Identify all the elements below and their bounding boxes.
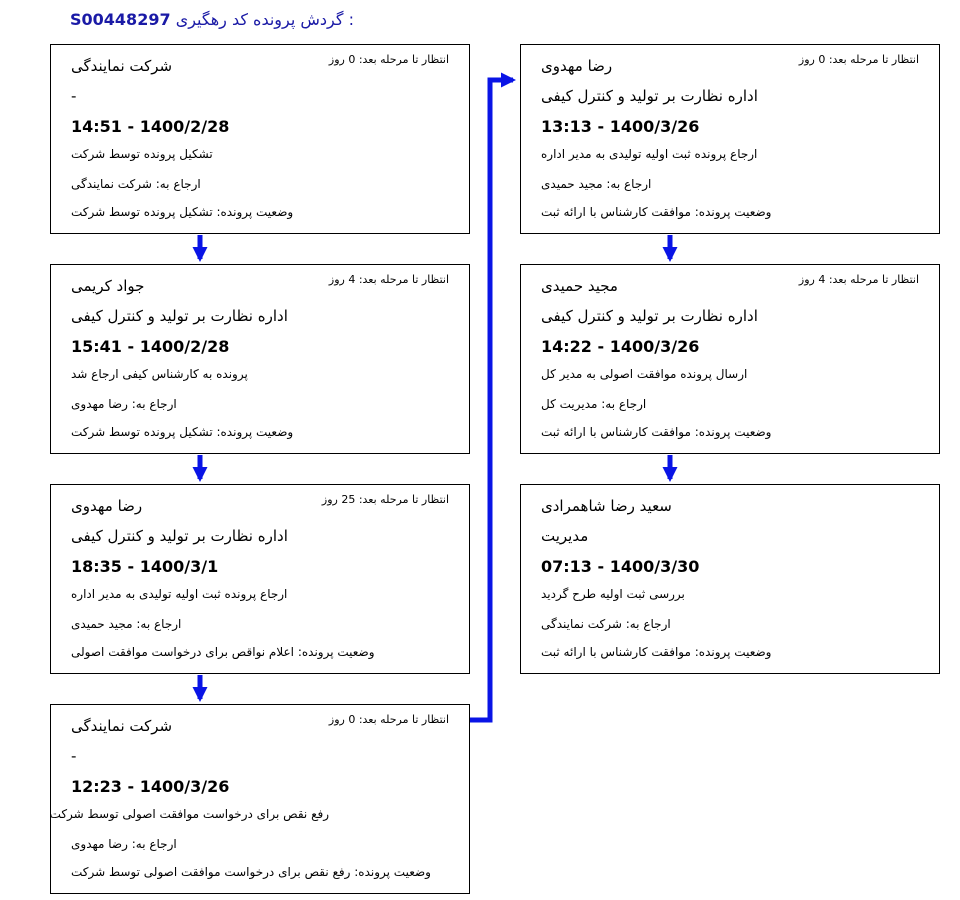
step-card-7: [520, 484, 940, 674]
step-card-2: [50, 264, 470, 454]
step-description: بررسی ثبت اولیه طرح گردید: [541, 587, 685, 601]
step-datetime: 14:22 - 1400/3/26: [541, 337, 700, 356]
wait-time: انتظار تا مرحله بعد: 25 روز: [321, 493, 449, 506]
wait-time: انتظار تا مرحله بعد: 4 روز: [798, 273, 919, 286]
wait-time: انتظار تا مرحله بعد: 0 روز: [328, 713, 449, 726]
step-referral: ارجاع به: شرکت نمایندگی: [71, 177, 201, 191]
title-label: گردش پرونده کد رهگیری :: [175, 10, 354, 29]
step-description: تشکیل پرونده توسط شرکت: [71, 147, 213, 161]
wait-time: انتظار تا مرحله بعد: 0 روز: [328, 53, 449, 66]
actor-org: اداره نظارت بر تولید و کنترل کیفی: [71, 527, 288, 545]
step-status: وضعیت پرونده: موافقت کارشناس با ارائه ثبت: [541, 425, 772, 439]
tracking-code: S00448297: [70, 10, 171, 29]
step-datetime: 18:35 - 1400/3/1: [71, 557, 219, 576]
step-referral: ارجاع به: مجید حمیدی: [71, 617, 182, 631]
step-card-6: [520, 264, 940, 454]
actor-name: سعید رضا شاهمرادی: [541, 497, 672, 515]
step-description: پرونده به کارشناس کیفی ارجاع شد: [71, 367, 248, 381]
actor-org: اداره نظارت بر تولید و کنترل کیفی: [541, 87, 758, 105]
actor-org: اداره نظارت بر تولید و کنترل کیفی: [71, 307, 288, 325]
actor-name: رضا مهدوی: [541, 57, 613, 75]
step-card-5: [520, 44, 940, 234]
wait-time: انتظار تا مرحله بعد: 4 روز: [328, 273, 449, 286]
step-datetime: 07:13 - 1400/3/30: [541, 557, 700, 576]
step-status: وضعیت پرونده: رفع نقص برای درخواست موافقت اصولی توسط شرکت: [71, 865, 431, 879]
step-card-1: [50, 44, 470, 234]
step-referral: ارجاع به: مجید حمیدی: [541, 177, 652, 191]
actor-name: رضا مهدوی: [71, 497, 143, 515]
step-status: وضعیت پرونده: موافقت کارشناس با ارائه ثبت: [541, 205, 772, 219]
step-card-4: [50, 704, 470, 894]
actor-org: مدیریت: [541, 527, 589, 545]
step-referral: ارجاع به: رضا مهدوی: [71, 837, 177, 851]
step-card-3: [50, 484, 470, 674]
actor-org: -: [71, 87, 77, 105]
arrow-4-5: [470, 80, 513, 720]
step-datetime: 12:23 - 1400/3/26: [71, 777, 230, 796]
step-status: وضعیت پرونده: تشکیل پرونده توسط شرکت: [71, 205, 294, 219]
step-description: ارسال پرونده موافقت اصولی به مدیر کل: [541, 367, 748, 381]
actor-name: جواد کریمی: [71, 277, 145, 295]
actor-name: شرکت نمایندگی: [71, 57, 173, 75]
actor-name: مجید حمیدی: [541, 277, 618, 295]
step-description: رفع نقص برای درخواست موافقت اصولی توسط شرکت: [49, 807, 329, 821]
step-datetime: 14:51 - 1400/2/28: [71, 117, 230, 136]
step-description: ارجاع پرونده ثبت اولیه تولیدی به مدیر اداره: [541, 147, 758, 161]
step-description: ارجاع پرونده ثبت اولیه تولیدی به مدیر اداره: [71, 587, 288, 601]
step-status: وضعیت پرونده: اعلام نواقص برای درخواست موافقت اصولی: [71, 645, 375, 659]
wait-time: انتظار تا مرحله بعد: 0 روز: [798, 53, 919, 66]
step-datetime: 13:13 - 1400/3/26: [541, 117, 700, 136]
step-datetime: 15:41 - 1400/2/28: [71, 337, 230, 356]
step-referral: ارجاع به: رضا مهدوی: [71, 397, 177, 411]
step-referral: ارجاع به: مدیریت کل: [541, 397, 647, 411]
actor-name: شرکت نمایندگی: [71, 717, 173, 735]
actor-org: اداره نظارت بر تولید و کنترل کیفی: [541, 307, 758, 325]
step-status: وضعیت پرونده: تشکیل پرونده توسط شرکت: [71, 425, 294, 439]
step-status: وضعیت پرونده: موافقت کارشناس با ارائه ثبت: [541, 645, 772, 659]
actor-org: -: [71, 747, 77, 765]
step-referral: ارجاع به: شرکت نمایندگی: [541, 617, 671, 631]
